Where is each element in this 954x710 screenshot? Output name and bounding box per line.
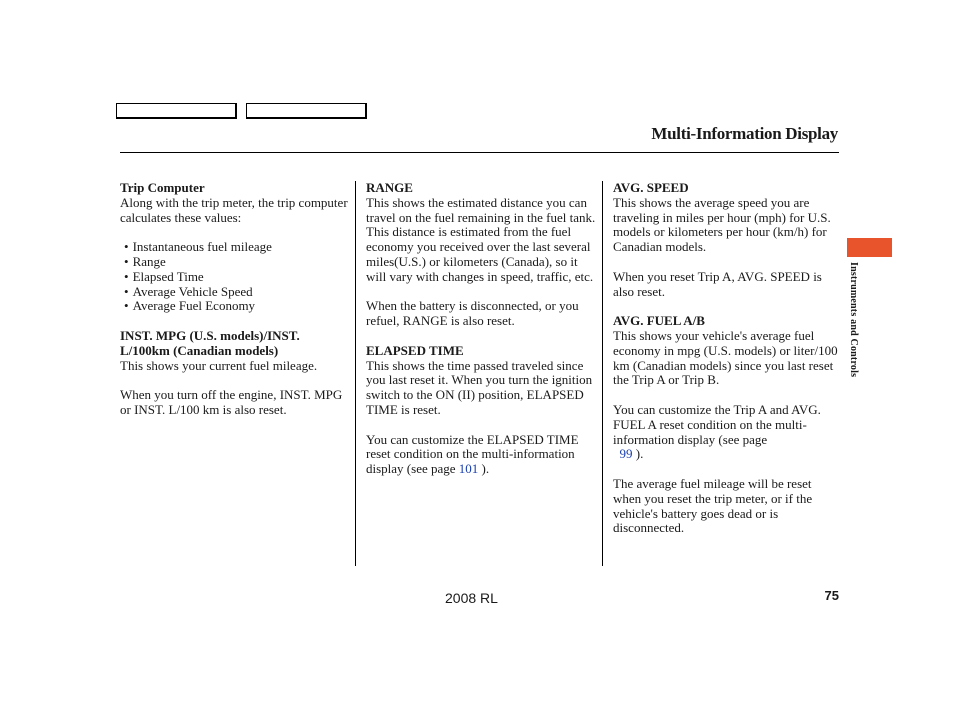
nav-button-next[interactable] xyxy=(246,103,367,119)
section-tab[interactable] xyxy=(847,238,892,257)
footer-model: 2008 RL xyxy=(445,590,498,606)
column-divider xyxy=(602,181,603,566)
paragraph: This shows the average speed you are traveling in miles per hour (mph) for U.S. models or kilometers per hour (km/h) for Canadian models. xyxy=(613,194,831,255)
heading-range: RANGE xyxy=(366,180,413,195)
paragraph xyxy=(613,403,841,462)
paragraph: This shows your vehicle's average fuel economy in mpg (U.S. models) or liter/100 km (Canadian models) since you last reset the Trip A or Trip B. xyxy=(613,327,838,388)
paragraph: Along with the trip meter, the trip computer calculates these values: xyxy=(120,194,348,225)
text: ). xyxy=(635,446,644,462)
heading-elapsed-time: ELAPSED TIME xyxy=(366,342,464,358)
list-item: • Elapsed Time xyxy=(124,270,352,285)
paragraph: When you turn off the engine, INST. MPG or INST. L/100 km is also reset. xyxy=(120,387,343,417)
paragraph: The average fuel mileage will be reset when you reset the trip meter, or if the vehicle's battery goes dead or is disconnected. xyxy=(613,475,813,536)
paragraph: When you reset Trip A, AVG. SPEED is also reset. xyxy=(613,268,822,299)
heading-avg-speed: AVG. SPEED xyxy=(613,180,689,195)
list-item: • Range xyxy=(124,255,352,270)
header-rule xyxy=(120,152,839,153)
paragraph: When the battery is disconnected, or you refuel, RANGE is also reset. xyxy=(366,298,579,329)
column-2 xyxy=(366,181,598,492)
paragraph xyxy=(366,433,598,477)
section-tab-label: Instruments and Controls xyxy=(848,262,859,378)
heading-avg-fuel: AVG. FUEL A/B xyxy=(613,313,705,329)
heading-inst-mpg: INST. MPG (U.S. models)/INST. L/100km (Canadian models) xyxy=(120,327,300,358)
column-divider xyxy=(355,181,356,566)
page-link-101[interactable]: 101 xyxy=(458,461,479,477)
paragraph: This shows the time passed traveled since you last reset it. When you turn the ignition switch to the ON (II) position, ELAPSED TIME is reset. xyxy=(366,357,593,417)
page-number: 75 xyxy=(824,588,839,603)
nav-button-previous[interactable] xyxy=(116,103,237,119)
column-1 xyxy=(120,181,352,433)
page-link-99[interactable]: 99 xyxy=(619,446,633,462)
column-3 xyxy=(613,181,841,551)
list-item: • Instantaneous fuel mileage xyxy=(124,240,352,255)
text: ). xyxy=(481,461,490,477)
text: You can customize the Trip A and AVG. FUEL A reset condition on the multi-information display (see page xyxy=(613,401,821,447)
list-item: • Average Fuel Economy xyxy=(124,299,352,314)
paragraph: This shows the estimated distance you can travel on the fuel remaining in the fuel tank. This distance is estimated from the fuel economy you received over the last several miles(U.S.) or kilometers (Canada), so it will vary with changes in speed, traffic, etc. xyxy=(366,194,596,284)
paragraph: This shows your current fuel mileage. xyxy=(120,357,318,373)
bullet-list xyxy=(120,240,352,314)
page-title: Multi-Information Display xyxy=(651,124,838,143)
heading-trip-computer: Trip Computer xyxy=(120,180,205,195)
text: You can customize the ELAPSED TIME reset condition on the multi-information display (see page xyxy=(366,431,579,477)
list-item: • Average Vehicle Speed xyxy=(124,285,352,300)
